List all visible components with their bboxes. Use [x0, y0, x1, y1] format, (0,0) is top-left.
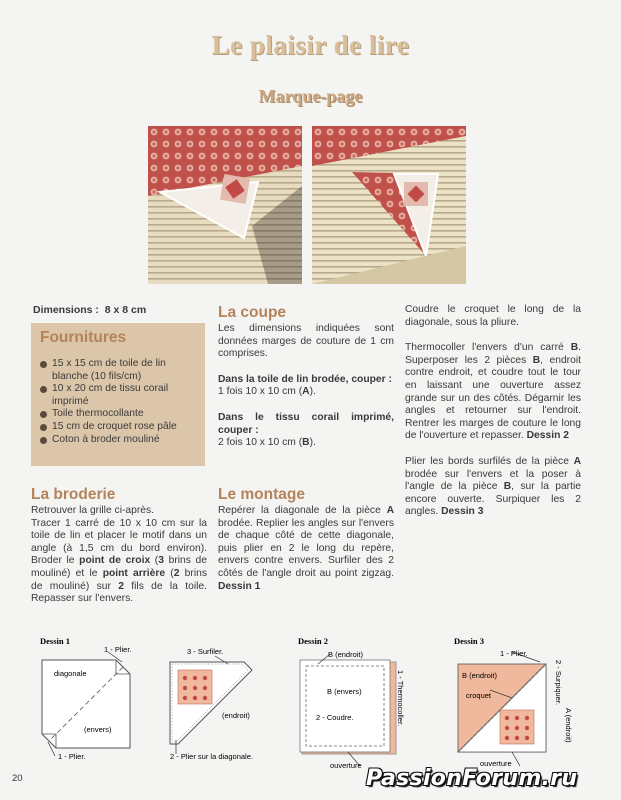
assembly-text-continued: Coudre le croquet le long de la diagonale, sous la pliure. Thermocoller l'envers d'un carré B. Superposer les 2 pièces B, endroit contre endroit, et coudre tout le tour en laissant une ouverture assez grande sur un des côtés. Dégarnir les angles et retourner sur l'endroit. Rentrer les marges de couture le long de l'ouverture et repasser. Dessin 2 Plier les bords surfilés de la pièce A brodée sur l'envers et la poser à l'angle de la pièce B, sur la partie encore ouverte. Surpiquer les 2 angles. Dessin 3	[405, 304, 581, 518]
diagram-3-opening-label: ouverture	[480, 759, 512, 768]
page-title: Le plaisir de lire	[211, 30, 410, 60]
diagram-2-title: Dessin 2	[298, 636, 328, 646]
supplies-item: 15 x 15 cm de toile de lin blanche (10 fils/cm)	[40, 358, 198, 383]
cutting-text: Les dimensions indiquées sont données marges de couture de 1 cm comprises. Dans la toile de lin brodée, couper : 1 fois 10 x 10 cm (A). Dans le tissu corail imprimé, couper : 2 fois 10 x 10 cm (B).	[218, 323, 394, 449]
diagram-2-front-label: B (endroit)	[328, 650, 364, 659]
bookmark-photo-2	[312, 126, 466, 284]
cutting-heading: La coupe	[218, 304, 287, 321]
dimensions-label: Dimensions :	[33, 304, 99, 316]
diagram-3-topstitch-label: 2 - Surpiquer.	[554, 660, 563, 706]
bullet-icon	[40, 386, 47, 393]
supplies-heading: Fournitures	[40, 329, 127, 346]
diagram-1-fold-top: 1 - Plier.	[104, 645, 132, 654]
bullet-icon	[40, 424, 47, 431]
diagram-2-fuse-label: 1 - Thermocoller.	[396, 670, 405, 727]
bullet-icon	[40, 411, 47, 418]
bullet-icon	[40, 437, 47, 444]
diagram-3-picot-label: croquet	[466, 691, 492, 700]
diagram-2-back-label: B (envers)	[327, 687, 362, 696]
diagram-1-title: Dessin 1	[40, 636, 70, 646]
bookmark-photo-1	[148, 126, 302, 284]
diagram-3-title: Dessin 3	[454, 636, 484, 646]
diagram-1-overcast-label: 3 - Surfiler.	[187, 647, 224, 656]
page-subtitle: Marque-page	[258, 86, 363, 106]
diagram-3-assembly	[458, 652, 546, 766]
dimensions	[33, 304, 146, 316]
diagram-1-fold-diagonal: 2 - Plier sur la diagonale.	[170, 752, 253, 761]
assembly-heading: Le montage	[218, 486, 305, 503]
diagram-1-diagonal-label: diagonale	[54, 669, 87, 678]
diagram-1-triangle	[170, 656, 252, 754]
assembly-text: Repérer la diagonale de la pièce A brodée. Replier les angles sur l'envers de chaque côté de cette diagonale, puis plier en 2 le long du repère, envers contre envers. Surfiler des 2 côtés de l'angle droit au point zigzag. Dessin 1	[218, 505, 394, 592]
supplies-item: 15 cm de croquet rose pâle	[40, 421, 198, 434]
embroidery-heading: La broderie	[31, 486, 116, 503]
diagram-3-b-front-label: B (endroit)	[462, 671, 498, 680]
dimensions-value: 8 x 8 cm	[104, 304, 147, 316]
diagram-1-fold-bottom: 1 - Plier.	[58, 752, 86, 761]
diagrams-strip	[0, 628, 621, 773]
supplies-item: 10 x 20 cm de tissu corail imprimé	[40, 383, 198, 408]
watermark: PassionForum.ru	[366, 766, 578, 791]
supplies-list	[40, 358, 198, 446]
embroidery-text: Retrouver la grille ci-après. Tracer 1 carré de 10 x 10 cm sur la toile de lin et placer le motif dans un angle (à 1,5 cm du bord environ). Broder le point de croix (3 brins de mouliné) et le point arrière (2 brins de mouliné) sur 2 fils de la toile. Repasser sur l'envers.	[31, 505, 208, 605]
diagram-3-fold-label: 1 - Plier.	[500, 649, 528, 658]
diagram-3-a-front-label: A (endroit)	[564, 708, 573, 743]
diagram-2-squares	[300, 654, 396, 766]
diagram-1-back-label: (envers)	[84, 725, 112, 734]
page-number: 20	[12, 773, 23, 784]
diagram-1-square	[42, 652, 130, 756]
diagram-2-sew-label: 2 - Coudre.	[316, 713, 354, 722]
supplies-item: Coton à broder mouliné	[40, 434, 198, 447]
bullet-icon	[40, 361, 47, 368]
diagram-1-front-label: (endroit)	[222, 711, 250, 720]
diagram-2-opening-label: ouverture	[330, 761, 362, 770]
supplies-item: Toile thermocollante	[40, 408, 198, 421]
